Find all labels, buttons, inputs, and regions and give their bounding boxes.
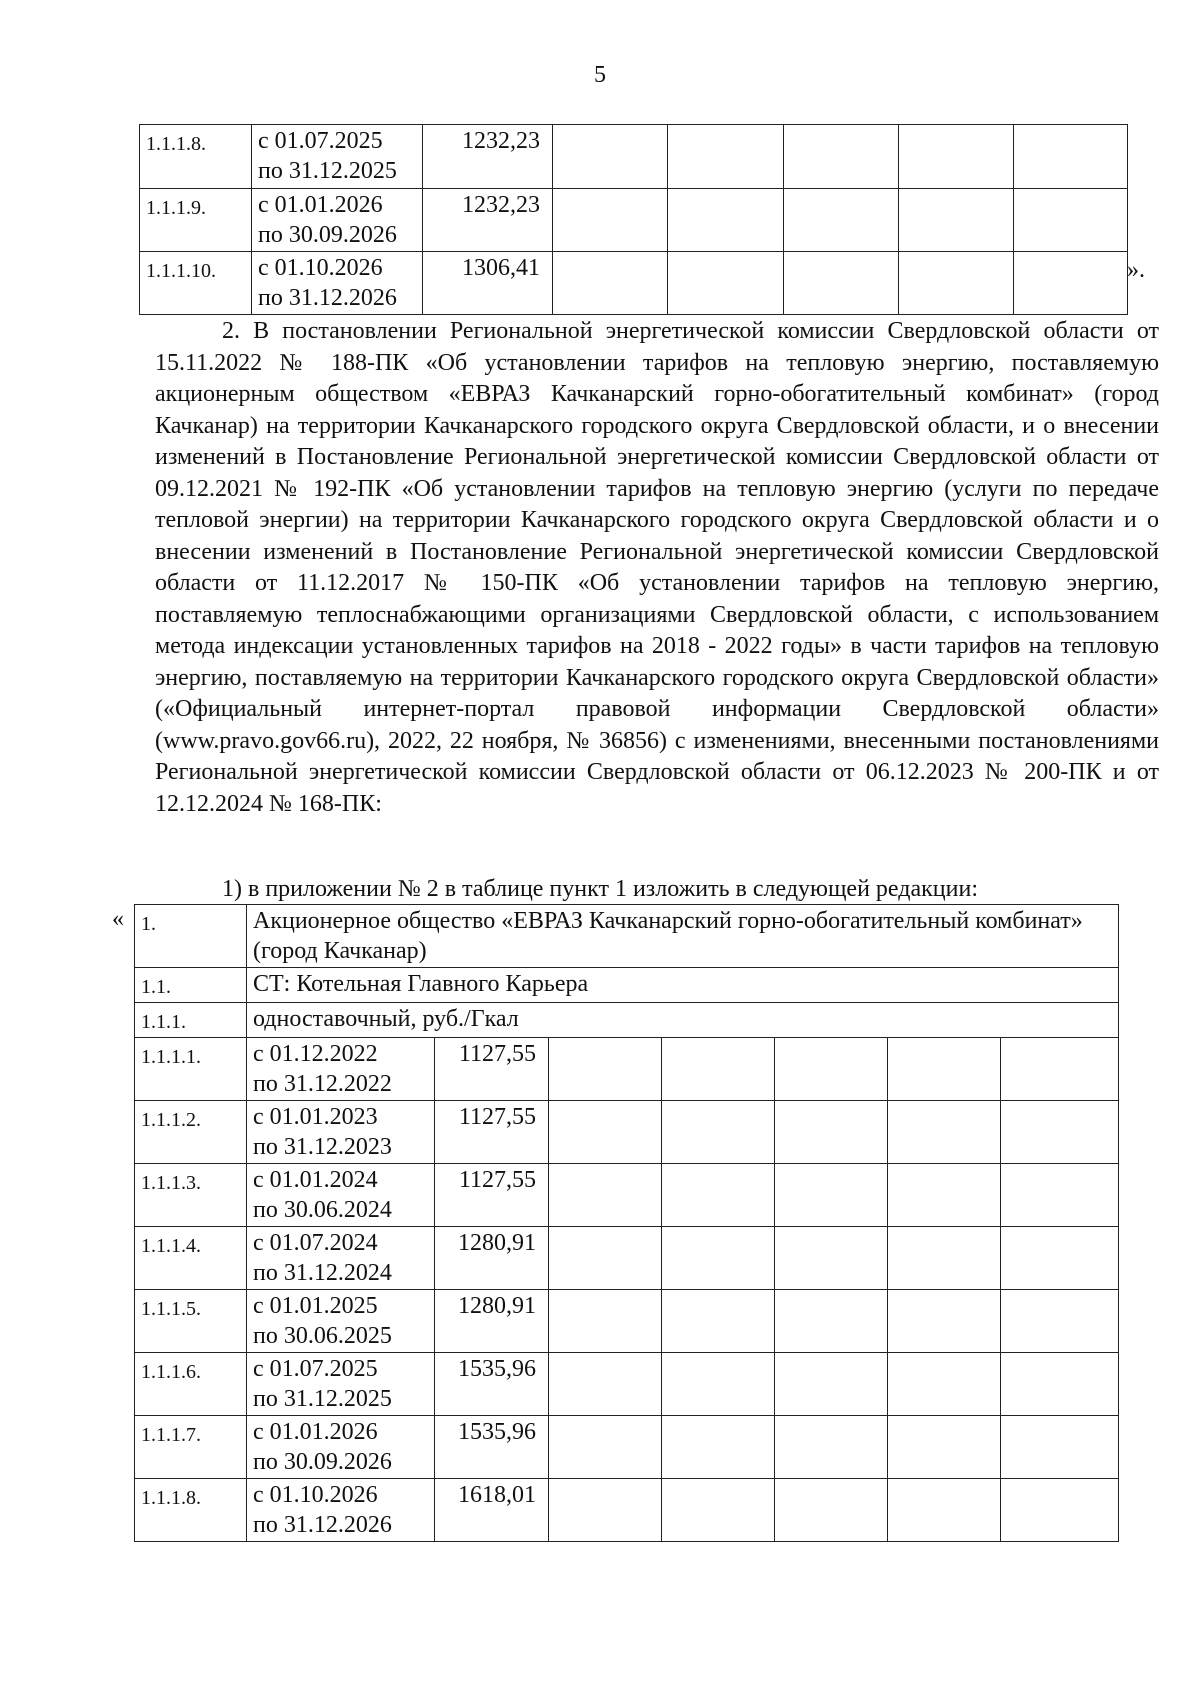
- row-number: 1.1.1.5.: [135, 1290, 247, 1353]
- empty-cell: [553, 252, 668, 315]
- row-number: 1.1.1.7.: [135, 1416, 247, 1479]
- period-to: по 31.12.2025: [258, 158, 397, 184]
- period-from: с 01.01.2026: [258, 192, 383, 218]
- tariff-value: 1306,41: [423, 252, 553, 315]
- empty-cell: [668, 252, 784, 315]
- empty-cell: [775, 1227, 888, 1290]
- empty-cell: [899, 252, 1014, 315]
- tariff-value: 1127,55: [435, 1038, 549, 1101]
- row-number: 1.1.1.4.: [135, 1227, 247, 1290]
- table-row: [135, 1038, 1119, 1101]
- empty-cell: [549, 1038, 662, 1101]
- row-number: 1.1.1.6.: [135, 1353, 247, 1416]
- period-cell: [247, 1227, 435, 1290]
- empty-cell: [1001, 1290, 1119, 1353]
- row-number: 1.1.1.2.: [135, 1101, 247, 1164]
- row-number: 1.: [135, 905, 247, 968]
- tariff-value: 1535,96: [435, 1353, 549, 1416]
- empty-cell: [775, 1101, 888, 1164]
- table-row: [140, 125, 1128, 189]
- row-number: 1.1.1.1.: [135, 1038, 247, 1101]
- empty-cell: [899, 125, 1014, 189]
- period-cell: [247, 1101, 435, 1164]
- empty-cell: [1001, 1038, 1119, 1101]
- row-number: 1.1.1.9.: [140, 189, 252, 252]
- empty-cell: [784, 189, 899, 252]
- period-to: по 30.06.2024: [253, 1197, 392, 1223]
- period-cell: [247, 1038, 435, 1101]
- period-cell: [247, 1353, 435, 1416]
- period-cell: [252, 125, 423, 189]
- empty-cell: [1014, 125, 1128, 189]
- empty-cell: [775, 1290, 888, 1353]
- empty-cell: [662, 1353, 775, 1416]
- empty-cell: [668, 189, 784, 252]
- opening-quote-mark: «: [112, 906, 124, 932]
- period-to: по 31.12.2025: [253, 1386, 392, 1412]
- tariff-type: одноставочный, руб./Гкал: [247, 1003, 1119, 1038]
- empty-cell: [775, 1164, 888, 1227]
- empty-cell: [775, 1479, 888, 1542]
- row-number: 1.1.1.: [135, 1003, 247, 1038]
- row-number: 1.1.1.10.: [140, 252, 252, 315]
- empty-cell: [1001, 1164, 1119, 1227]
- table-row: [140, 189, 1128, 252]
- table-row: [135, 1164, 1119, 1227]
- table-row: [135, 1479, 1119, 1542]
- period-to: по 30.09.2026: [253, 1449, 392, 1475]
- period-to: по 30.06.2025: [253, 1323, 392, 1349]
- tariff-value: 1535,96: [435, 1416, 549, 1479]
- tariff-value: 1127,55: [435, 1164, 549, 1227]
- empty-cell: [784, 252, 899, 315]
- period-from: с 01.07.2024: [253, 1230, 378, 1256]
- empty-cell: [662, 1290, 775, 1353]
- empty-cell: [549, 1416, 662, 1479]
- empty-cell: [1001, 1101, 1119, 1164]
- empty-cell: [553, 189, 668, 252]
- empty-cell: [662, 1101, 775, 1164]
- header-row: [135, 968, 1119, 1003]
- row-number: 1.1.: [135, 968, 247, 1003]
- header-row: [135, 1003, 1119, 1038]
- closing-quote-mark: ».: [1127, 257, 1145, 283]
- empty-cell: [1001, 1227, 1119, 1290]
- empty-cell: [1014, 252, 1128, 315]
- empty-cell: [888, 1101, 1001, 1164]
- period-cell: [247, 1479, 435, 1542]
- period-from: с 01.01.2024: [253, 1167, 378, 1193]
- organization-name: Акционерное общество «ЕВРАЗ Качканарский горно-обогатительный комбинат» (город Качканар): [247, 905, 1119, 968]
- tariff-value: 1618,01: [435, 1479, 549, 1542]
- period-from: с 01.07.2025: [258, 128, 383, 154]
- empty-cell: [549, 1353, 662, 1416]
- body-paragraph: 2. В постановлении Региональной энергетической комиссии Свердловской области от 15.11.2022 № 188-ПК «Об установлении тарифов на тепловую энергию, поставляемую акционерным обществом «ЕВРАЗ Качканарский горно-обогатительный комбинат» (город Качканар) на территории Качканарского городского округа Свердловской области, и о внесении изменений в Постановление Региональной энергетической комиссии Свердловской области от 09.12.2021 № 192-ПК «Об установлении тарифов на тепловую энергию (услуги по передаче тепловой энергии) на территории Качканарского городского округа Свердловской области и о внесении изменений в Постановление Региональной энергетической комиссии Свердловской области от 11.12.2017 № 150-ПК «Об установлении тарифов на тепловую энергию, поставляемую теплоснабжающими организациями Свердловской области, с использованием метода индексации установленных тарифов на 2018 - 2022 годы» в части тарифов на тепловую энергию, поставляемую на территории Качканарского городского округа Свердловской области» («Официальный интернет-портал правовой информации Свердловской области» (www.pravo.gov66.ru), 2022, 22 ноября, № 36856) с изменениями, внесенными постановлениями Региональной энергетической комиссии Свердловской области от 06.12.2023 № 200-ПК и от 12.12.2024 № 168-ПК:: [155, 318, 1159, 817]
- empty-cell: [1014, 189, 1128, 252]
- table-row: [140, 252, 1128, 315]
- period-to: по 30.09.2026: [258, 222, 397, 248]
- period-from: с 01.12.2022: [253, 1041, 378, 1067]
- empty-cell: [1001, 1353, 1119, 1416]
- period-from: с 01.07.2025: [253, 1356, 378, 1382]
- empty-cell: [549, 1479, 662, 1542]
- empty-cell: [775, 1416, 888, 1479]
- empty-cell: [888, 1353, 1001, 1416]
- tariff-value: 1280,91: [435, 1290, 549, 1353]
- table-row: [135, 1416, 1119, 1479]
- period-cell: [247, 1416, 435, 1479]
- table-row: [135, 1101, 1119, 1164]
- empty-cell: [662, 1164, 775, 1227]
- empty-cell: [888, 1290, 1001, 1353]
- row-number: 1.1.1.8.: [140, 125, 252, 189]
- period-to: по 31.12.2022: [253, 1071, 392, 1097]
- empty-cell: [888, 1416, 1001, 1479]
- empty-cell: [662, 1416, 775, 1479]
- period-to: по 31.12.2026: [253, 1512, 392, 1538]
- row-number: 1.1.1.3.: [135, 1164, 247, 1227]
- empty-cell: [662, 1479, 775, 1542]
- empty-cell: [549, 1164, 662, 1227]
- tariff-value: 1127,55: [435, 1101, 549, 1164]
- empty-cell: [549, 1227, 662, 1290]
- empty-cell: [662, 1038, 775, 1101]
- period-from: с 01.01.2026: [253, 1419, 378, 1445]
- empty-cell: [549, 1290, 662, 1353]
- period-cell: [252, 189, 423, 252]
- empty-cell: [549, 1101, 662, 1164]
- period-to: по 31.12.2023: [253, 1134, 392, 1160]
- period-cell: [247, 1290, 435, 1353]
- table-row: [135, 1227, 1119, 1290]
- period-from: с 01.01.2023: [253, 1104, 378, 1130]
- system-name: СТ: Котельная Главного Карьера: [247, 968, 1119, 1003]
- period-cell: [247, 1164, 435, 1227]
- empty-cell: [888, 1227, 1001, 1290]
- period-from: с 01.01.2025: [253, 1293, 378, 1319]
- period-cell: [252, 252, 423, 315]
- empty-cell: [888, 1479, 1001, 1542]
- empty-cell: [1001, 1416, 1119, 1479]
- empty-cell: [899, 189, 1014, 252]
- empty-cell: [775, 1353, 888, 1416]
- period-from: с 01.10.2026: [253, 1482, 378, 1508]
- page-number: 5: [594, 62, 606, 88]
- table-row: [135, 1353, 1119, 1416]
- table-row: [135, 1290, 1119, 1353]
- tariff-table-continuation: [139, 124, 1128, 315]
- empty-cell: [888, 1164, 1001, 1227]
- tariff-value: 1232,23: [423, 125, 553, 189]
- period-from: с 01.10.2026: [258, 255, 383, 281]
- sub-item-text: 1) в приложении № 2 в таблице пункт 1 изложить в следующей редакции:: [222, 876, 978, 902]
- empty-cell: [784, 125, 899, 189]
- tariff-table-new-edition: [134, 904, 1119, 1542]
- empty-cell: [662, 1227, 775, 1290]
- period-to: по 31.12.2026: [258, 285, 397, 311]
- empty-cell: [888, 1038, 1001, 1101]
- tariff-value: 1232,23: [423, 189, 553, 252]
- header-row: [135, 905, 1119, 968]
- tariff-value: 1280,91: [435, 1227, 549, 1290]
- row-number: 1.1.1.8.: [135, 1479, 247, 1542]
- empty-cell: [1001, 1479, 1119, 1542]
- empty-cell: [553, 125, 668, 189]
- empty-cell: [668, 125, 784, 189]
- empty-cell: [775, 1038, 888, 1101]
- period-to: по 31.12.2024: [253, 1260, 392, 1286]
